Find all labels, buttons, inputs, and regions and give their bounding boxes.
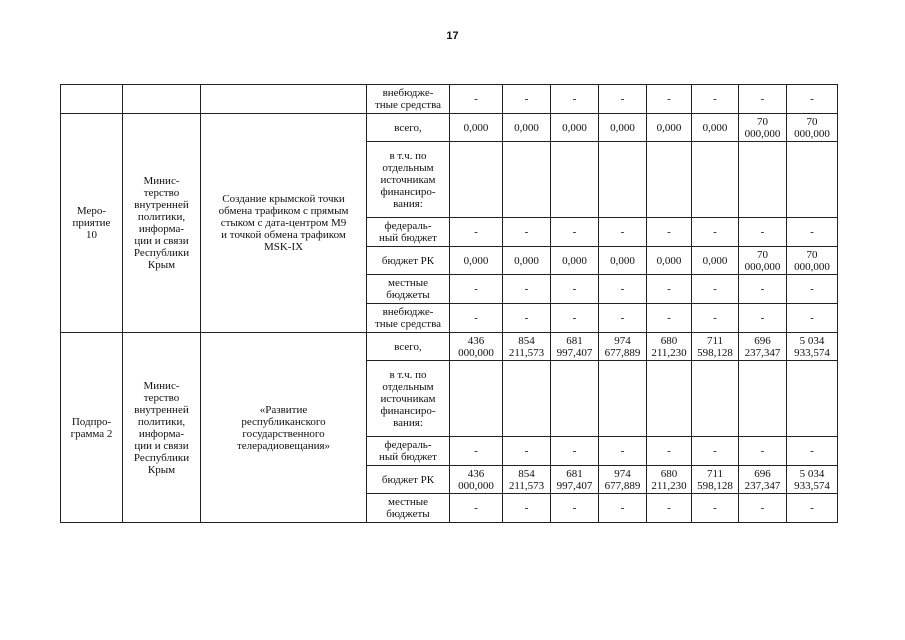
- value-cell: -: [692, 494, 739, 523]
- value-cell: -: [551, 494, 599, 523]
- value-cell: 0,000: [599, 247, 647, 275]
- value-cell: -: [787, 85, 838, 114]
- value-cell: 5 034 933,574: [787, 466, 838, 494]
- value-cell: 974 677,889: [599, 466, 647, 494]
- value-cell: 70 000,000: [739, 114, 787, 142]
- value-cell: -: [551, 218, 599, 247]
- value-cell: [551, 361, 599, 437]
- block-code: Меро- приятие 10: [61, 114, 123, 333]
- source-label: в т.ч. по отдельным источникам финансиро- вания:: [367, 361, 450, 437]
- value-cell: 0,000: [647, 247, 692, 275]
- value-cell: 70 000,000: [739, 247, 787, 275]
- value-cell: -: [503, 437, 551, 466]
- empty-cell: [123, 85, 201, 114]
- value-cell: 696 237,347: [739, 333, 787, 361]
- value-cell: [647, 361, 692, 437]
- executor-cell: Минис- терство внутренней политики, информа- ции и связи Республики Крым: [123, 333, 201, 523]
- source-label: местные бюджеты: [367, 275, 450, 304]
- value-cell: -: [647, 85, 692, 114]
- value-cell: -: [647, 494, 692, 523]
- description-cell: «Развитие республиканского государственного телерадиовещания»: [201, 333, 367, 523]
- value-cell: -: [599, 304, 647, 333]
- value-cell: -: [450, 275, 503, 304]
- value-cell: -: [551, 85, 599, 114]
- value-cell: -: [551, 437, 599, 466]
- value-cell: -: [739, 494, 787, 523]
- table-row: [61, 333, 838, 361]
- page-number: 17: [446, 30, 459, 42]
- value-cell: -: [787, 275, 838, 304]
- source-label: федераль- ный бюджет: [367, 218, 450, 247]
- source-label: бюджет РК: [367, 466, 450, 494]
- value-cell: 0,000: [450, 114, 503, 142]
- value-cell: -: [787, 304, 838, 333]
- value-cell: [787, 361, 838, 437]
- value-cell: 0,000: [599, 114, 647, 142]
- value-cell: -: [739, 85, 787, 114]
- value-cell: [787, 142, 838, 218]
- value-cell: 0,000: [503, 114, 551, 142]
- table-body: [61, 85, 838, 523]
- source-label: внебюдже- тные средства: [367, 304, 450, 333]
- value-cell: -: [503, 304, 551, 333]
- value-cell: 0,000: [692, 247, 739, 275]
- value-cell: -: [503, 494, 551, 523]
- value-cell: -: [599, 494, 647, 523]
- value-cell: -: [450, 494, 503, 523]
- value-cell: -: [787, 494, 838, 523]
- source-label: бюджет РК: [367, 247, 450, 275]
- value-cell: 0,000: [551, 247, 599, 275]
- value-cell: -: [692, 275, 739, 304]
- value-cell: 680 211,230: [647, 333, 692, 361]
- value-cell: -: [450, 85, 503, 114]
- source-label: федераль- ный бюджет: [367, 437, 450, 466]
- value-cell: -: [692, 437, 739, 466]
- value-cell: 681 997,407: [551, 466, 599, 494]
- value-cell: [450, 361, 503, 437]
- source-label: внебюдже- тные средства: [367, 85, 450, 114]
- value-cell: -: [739, 304, 787, 333]
- value-cell: 711 598,128: [692, 333, 739, 361]
- executor-cell: Минис- терство внутренней политики, информа- ции и связи Республики Крым: [123, 114, 201, 333]
- value-cell: 0,000: [551, 114, 599, 142]
- value-cell: -: [450, 304, 503, 333]
- value-cell: 0,000: [647, 114, 692, 142]
- value-cell: [692, 142, 739, 218]
- table-row: [61, 114, 838, 142]
- empty-cell: [61, 85, 123, 114]
- value-cell: -: [647, 275, 692, 304]
- value-cell: -: [450, 437, 503, 466]
- value-cell: -: [692, 218, 739, 247]
- value-cell: [503, 361, 551, 437]
- value-cell: 854 211,573: [503, 333, 551, 361]
- value-cell: 70 000,000: [787, 247, 838, 275]
- value-cell: [739, 142, 787, 218]
- value-cell: -: [503, 85, 551, 114]
- value-cell: 436 000,000: [450, 333, 503, 361]
- value-cell: 696 237,347: [739, 466, 787, 494]
- value-cell: -: [551, 275, 599, 304]
- value-cell: [647, 142, 692, 218]
- value-cell: [551, 142, 599, 218]
- value-cell: [450, 142, 503, 218]
- value-cell: -: [599, 275, 647, 304]
- value-cell: [692, 361, 739, 437]
- source-label: в т.ч. по отдельным источникам финансиро- вания:: [367, 142, 450, 218]
- value-cell: 711 598,128: [692, 466, 739, 494]
- value-cell: -: [787, 218, 838, 247]
- value-cell: 0,000: [692, 114, 739, 142]
- table-row: [61, 85, 838, 114]
- value-cell: [599, 361, 647, 437]
- value-cell: -: [739, 437, 787, 466]
- value-cell: 70 000,000: [787, 114, 838, 142]
- value-cell: -: [599, 437, 647, 466]
- source-label: местные бюджеты: [367, 494, 450, 523]
- value-cell: [503, 142, 551, 218]
- budget-table: [60, 84, 838, 523]
- value-cell: 0,000: [450, 247, 503, 275]
- value-cell: -: [551, 304, 599, 333]
- value-cell: -: [692, 85, 739, 114]
- value-cell: -: [450, 218, 503, 247]
- value-cell: 854 211,573: [503, 466, 551, 494]
- value-cell: -: [503, 275, 551, 304]
- value-cell: 0,000: [503, 247, 551, 275]
- value-cell: -: [739, 218, 787, 247]
- value-cell: -: [503, 218, 551, 247]
- source-label: всего,: [367, 333, 450, 361]
- value-cell: -: [787, 437, 838, 466]
- source-label: всего,: [367, 114, 450, 142]
- value-cell: -: [599, 218, 647, 247]
- value-cell: -: [692, 304, 739, 333]
- description-cell: Создание крымской точки обмена трафиком с прямым стыком с дата-центром М9 и точкой обмена трафиком MSK-IX: [201, 114, 367, 333]
- value-cell: -: [599, 85, 647, 114]
- value-cell: -: [647, 437, 692, 466]
- empty-cell: [201, 85, 367, 114]
- value-cell: 974 677,889: [599, 333, 647, 361]
- value-cell: -: [647, 218, 692, 247]
- value-cell: 436 000,000: [450, 466, 503, 494]
- value-cell: -: [739, 275, 787, 304]
- value-cell: [739, 361, 787, 437]
- value-cell: 680 211,230: [647, 466, 692, 494]
- value-cell: [599, 142, 647, 218]
- value-cell: -: [647, 304, 692, 333]
- value-cell: 5 034 933,574: [787, 333, 838, 361]
- block-code: Подпро- грамма 2: [61, 333, 123, 523]
- value-cell: 681 997,407: [551, 333, 599, 361]
